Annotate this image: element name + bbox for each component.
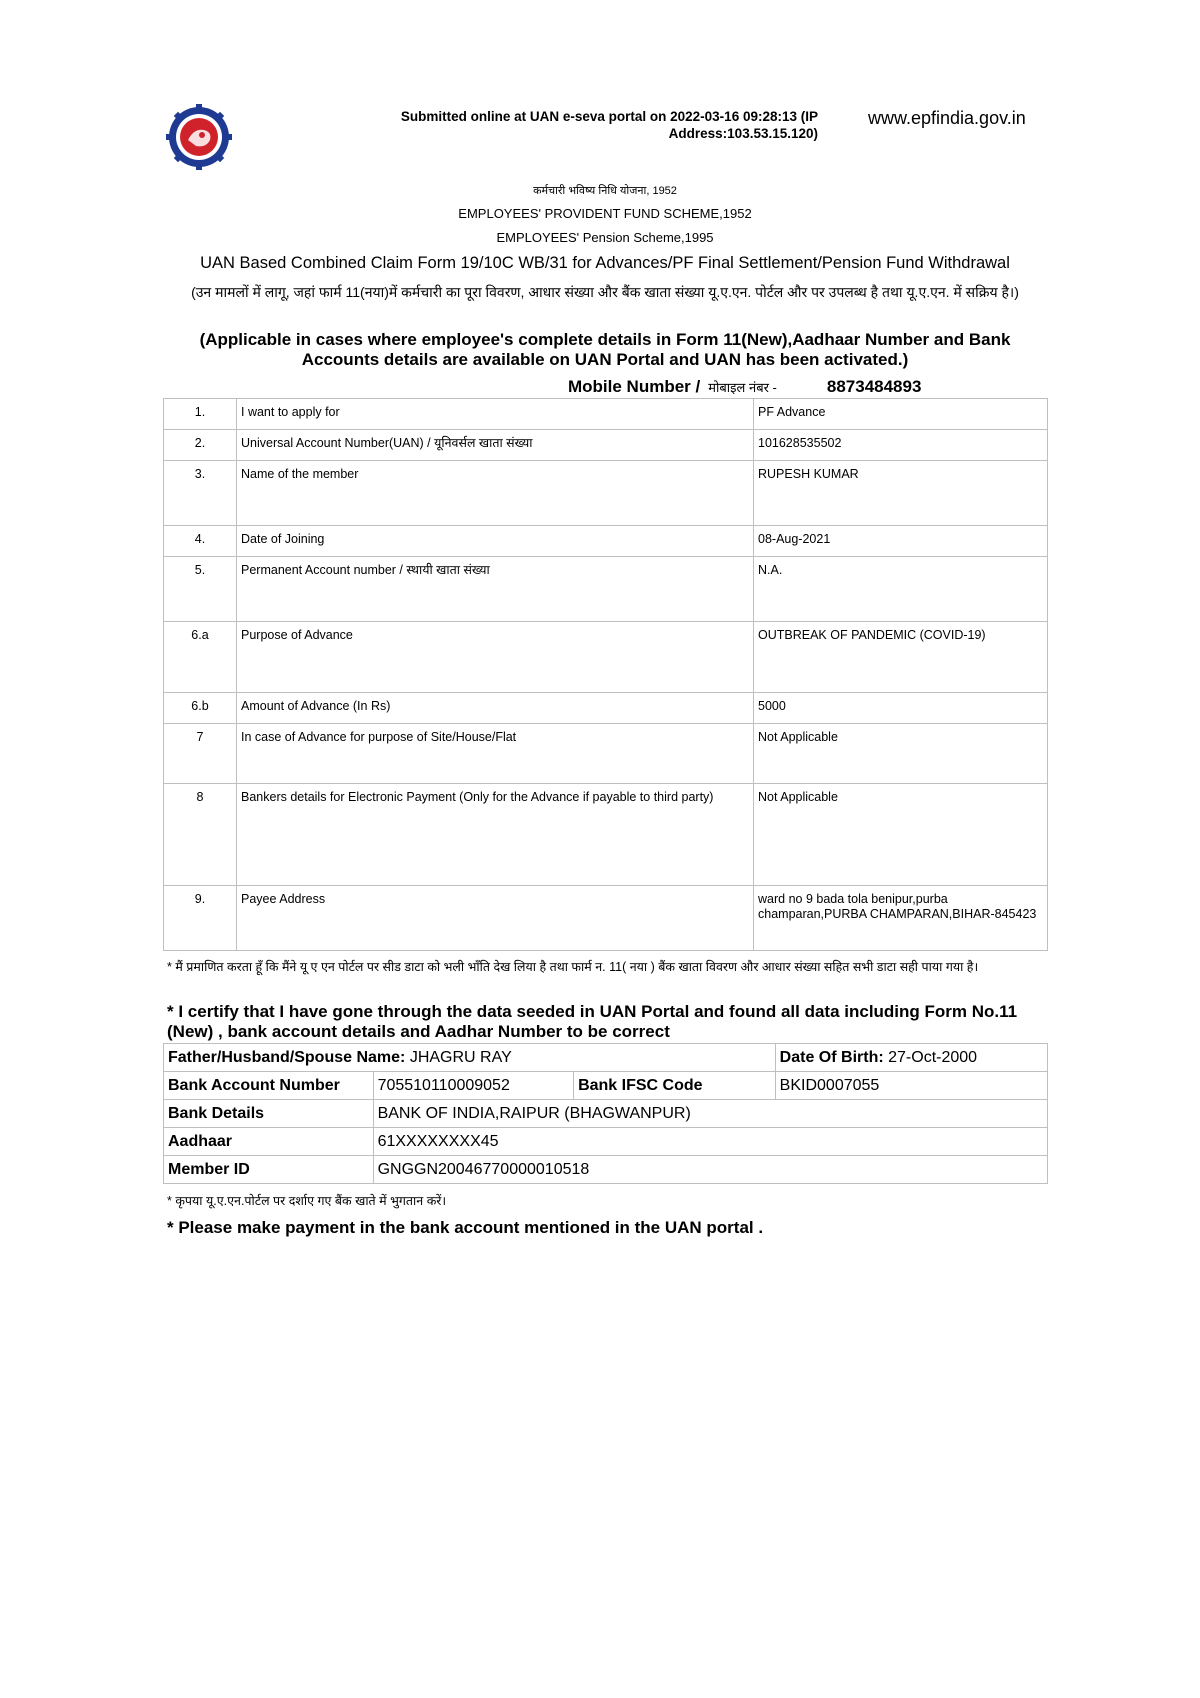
aadhaar-value: 61XXXXXXXX45 [373,1128,1047,1156]
row-label: Payee Address [237,886,754,951]
row-serial: 8 [164,784,237,886]
ifsc-label: Bank IFSC Code [574,1072,776,1100]
row-value: ward no 9 bada tola benipur,purba champaran,PURBA CHAMPARAN,BIHAR-845423 [754,886,1048,951]
row-value: OUTBREAK OF PANDEMIC (COVID-19) [754,622,1048,693]
account-number-value: 705510110009052 [373,1072,574,1100]
bank-details-table [163,1043,1048,1184]
mobile-label: Mobile Number / [568,377,701,396]
mobile-number: 8873484893 [826,377,922,396]
row-label: Permanent Account number / स्थायी खाता संख्या [237,557,754,622]
table-row [164,430,1048,461]
website-url[interactable]: www.epfindia.gov.in [868,108,1026,128]
claim-details-table [163,398,1048,951]
table-row [164,1128,1048,1156]
row-value: Not Applicable [754,724,1048,784]
hindi-certification: * मैं प्रमाणित करता हूँ कि मैंने यू ए एन पोर्टल पर सीड डाटा को भली भाँति देख लिया है तथा फार्म न. 11( नया ) बैंक खाता विवरण और आधार संख्या सहित सभी डाटा सही पाया गया है। [167,960,979,974]
table-row [164,526,1048,557]
table-row [164,399,1048,430]
form-title: UAN Based Combined Claim Form 19/10C WB/31 for Advances/PF Final Settlement/Pension Fund Withdrawal [200,254,1010,272]
row-value: Not Applicable [754,784,1048,886]
row-serial: 3. [164,461,237,526]
row-label: In case of Advance for purpose of Site/House/Flat [237,724,754,784]
table-row [164,784,1048,886]
row-label: I want to apply for [237,399,754,430]
row-serial: 4. [164,526,237,557]
table-row [164,622,1048,693]
row-label: Name of the member [237,461,754,526]
table-row [164,1044,1048,1072]
table-row [164,1156,1048,1184]
row-serial: 7 [164,724,237,784]
table-row [164,557,1048,622]
english-certification: * I certify that I have gone through the data seeded in UAN Portal and found all data including Form No.11 (New) , bank account details and Aadhar Number to be correct [167,1002,1018,1041]
row-value: RUPESH KUMAR [754,461,1048,526]
mobile-number-row [568,377,921,397]
hindi-scheme-title: कर्मचारी भविष्य निधि योजना, 1952 [533,185,677,197]
row-label: Date of Joining [237,526,754,557]
epfo-logo-icon [166,104,232,170]
hindi-applicable-note: (उन मामलों में लागू, जहां फार्म 11(नया)में कर्मचारी का पूरा विवरण, आधार संख्या और बैंक खाता संख्या यू.ए.एन. पोर्टल और पर उपलब्ध है तथा यू.ए.एन. में सक्रिय है।) [191,284,1019,300]
row-serial: 1. [164,399,237,430]
dob-cell [775,1044,1047,1072]
member-id-label: Member ID [164,1156,374,1184]
table-row [164,693,1048,724]
dob-label: Date Of Birth: [779,1048,884,1066]
mobile-label-hindi: मोबाइल नंबर - [708,380,777,395]
row-value: PF Advance [754,399,1048,430]
row-value: 101628535502 [754,430,1048,461]
row-label: Universal Account Number(UAN) / यूनिवर्सल खाता संख्या [237,430,754,461]
eps-scheme-title: EMPLOYEES' Pension Scheme,1995 [496,230,714,245]
row-value: N.A. [754,557,1048,622]
submitted-timestamp: Submitted online at UAN e-seva portal on 2022-03-16 09:28:13 (IP Address:103.53.15.120) [400,109,818,141]
father-name-cell [164,1044,776,1072]
account-number-label: Bank Account Number [164,1072,374,1100]
row-value: 5000 [754,693,1048,724]
ifsc-value: BKID0007055 [775,1072,1047,1100]
row-label: Bankers details for Electronic Payment (Only for the Advance if payable to third party) [237,784,754,886]
bank-details-value: BANK OF INDIA,RAIPUR (BHAGWANPUR) [373,1100,1047,1128]
table-row [164,461,1048,526]
father-name-value: JHAGRU RAY [409,1048,512,1066]
table-row [164,1072,1048,1100]
dob-value: 27-Oct-2000 [888,1048,978,1066]
table-row [164,886,1048,951]
row-value: 08-Aug-2021 [754,526,1048,557]
row-serial: 5. [164,557,237,622]
row-label: Purpose of Advance [237,622,754,693]
table-row [164,1100,1048,1128]
row-serial: 2. [164,430,237,461]
hindi-payment-note: * कृपया यू.ए.एन.पोर्टल पर दर्शाए गए बैंक खाते में भुगतान करें। [167,1194,447,1208]
member-id-value: GNGGN20046770000010518 [373,1156,1047,1184]
row-label: Amount of Advance (In Rs) [237,693,754,724]
table-row [164,724,1048,784]
father-name-label: Father/Husband/Spouse Name: [168,1048,406,1066]
epf-scheme-title: EMPLOYEES' PROVIDENT FUND SCHEME,1952 [458,206,752,221]
english-applicable-note: (Applicable in cases where employee's complete details in Form 11(New),Aadhaar Number and Bank Accounts details are available on UAN Portal and UAN has been activated.) [199,330,1011,369]
row-serial: 9. [164,886,237,951]
row-serial: 6.a [164,622,237,693]
english-payment-note: * Please make payment in the bank account mentioned in the UAN portal . [167,1218,764,1237]
bank-details-label: Bank Details [164,1100,374,1128]
aadhaar-label: Aadhaar [164,1128,374,1156]
row-serial: 6.b [164,693,237,724]
